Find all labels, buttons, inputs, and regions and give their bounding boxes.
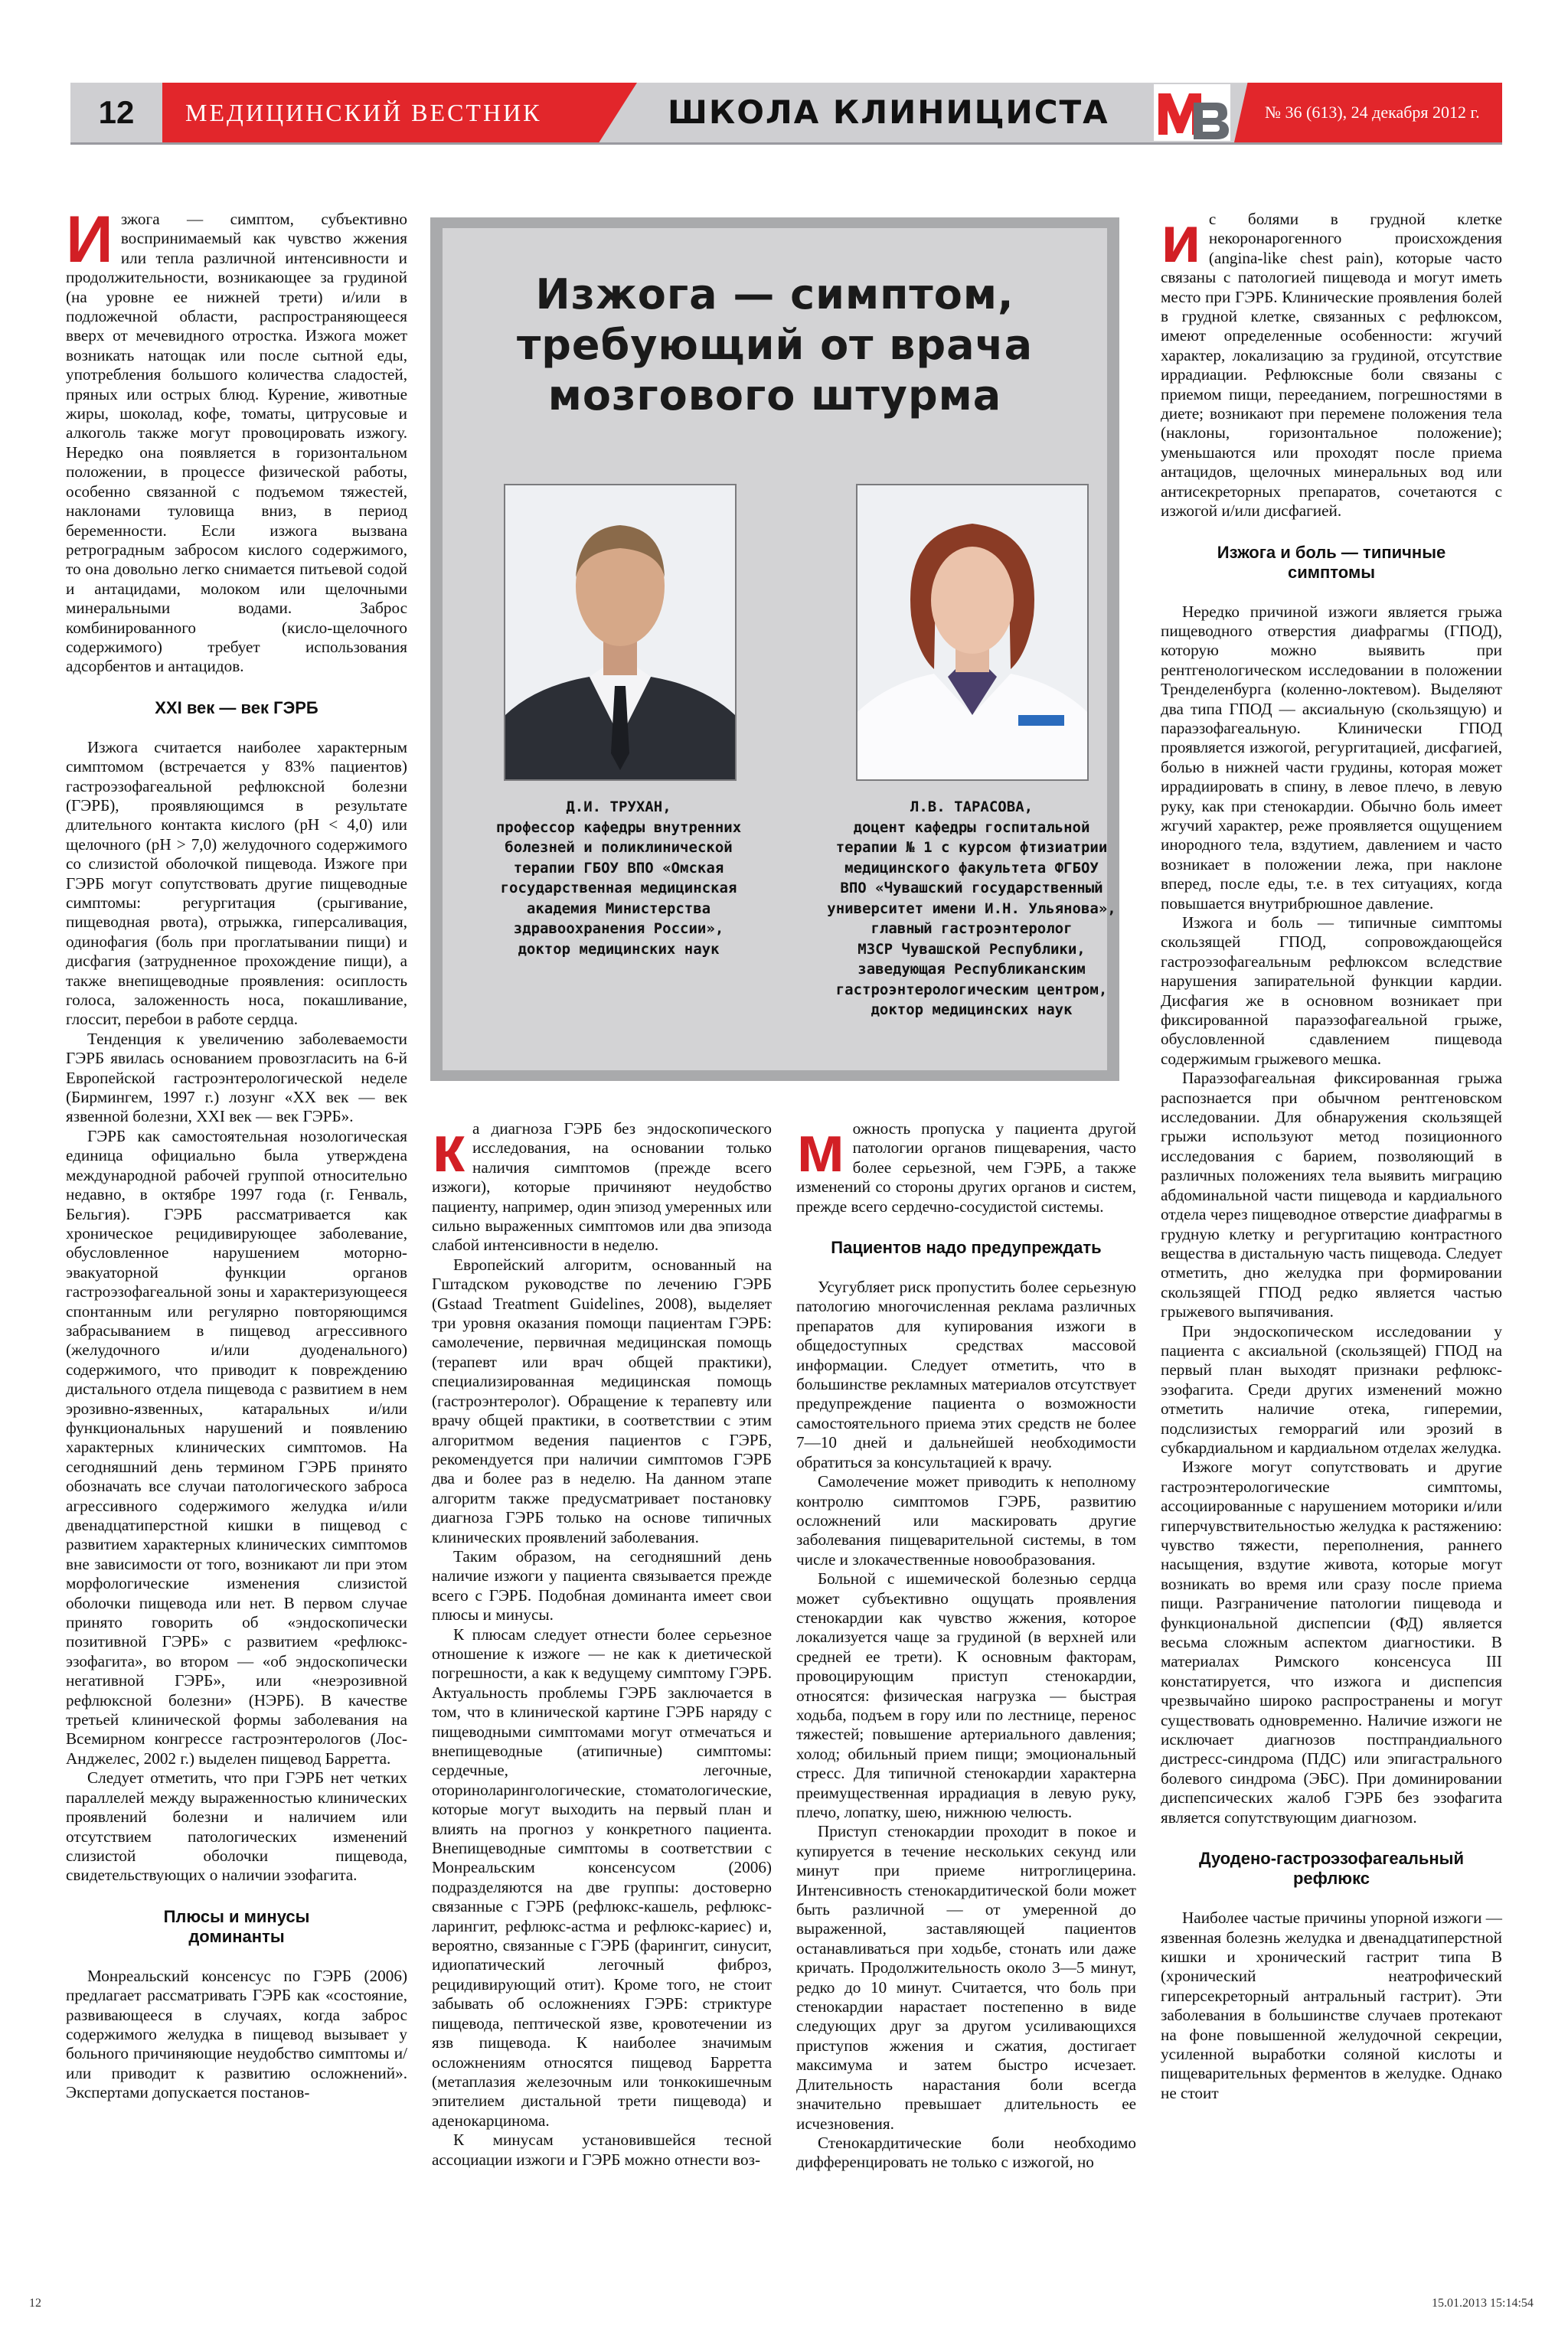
subheading-heartburn-pain: Изжога и боль — типичные симптомы <box>1217 542 1446 582</box>
issue-info: № 36 (613), 24 декабря 2012 г. <box>1265 103 1480 122</box>
publication-name: МЕДИЦИНСКИЙ ВЕСТНИК <box>185 99 542 126</box>
paragraph: Изжога и боль — типичные симптомы скользящей ГПОД, сопровождающейся гастроэзофагеальным рефлюксом вследствие нарушения запирательной функции кардии. Дисфагия же в основном возникает при фиксированной параэзофагеальной грыже, обусловленной сдавлением пищевода содержимым грыжевого мешка. <box>1161 913 1502 1068</box>
paragraph: К минусам установившейся тесной ассоциации изжоги и ГЭРБ можно отнести воз- <box>432 2131 772 2169</box>
paragraph: ГЭРБ как самостоятельная нозологическая единица официально была утверждена международной рабочей группой относительно недавно, в октябре 1997 года (г. Генваль, Бельгия). ГЭРБ рассматривается как хроническое рецидивирующее заболевание, обусловленное нарушением моторно-эвакуаторной функции органов гастроэзофагеальной зоны и характеризующееся спонтанным или регулярно повторяющимся забрасыванием в пищевод агрессивного (желудочного и/или дуоденального) содержимого, что приводит к повреждению дистального отдела пищевода с развитием в нем эрозивно-язвенных, катаральных и/или функциональных нарушений и появлению характерных клинических симптомов. На сегодняшний день термином ГЭРБ принято обозначать все случаи патологического заброса агрессивного содержимого желудка и/или двенадцатиперстной кишки в пищевод с развитием характерных клинических симптомов вне зависимости от того, возникают ли при этом морфологические изменения слизистой оболочки пищевода или нет. В первом случае принято говорить об «эндоскопически позитивной ГЭРБ» с развитием «рефлюкс-эзофагита», во втором — «об эндоскопически негативной ГЭРБ», или «неэрозивной рефлюксной болезни» (НЭРБ). В качестве третьей клинической формы заболевания на Всемирном конгрессе гастроэнтерологов (Лос-Анджелес, 2002 г.) выделен пищевод Барретта. <box>66 1126 407 1768</box>
article-column-1 <box>66 203 407 2103</box>
subheading-warn-patients: Пациентов надо предупреждать <box>831 1238 1102 1258</box>
paragraph: можность пропуска у пациента другой патологии органов пищеварения, часто более серьезной, чем ГЭРБ, а также изменений со стороны других органов и систем, прежде всего сердечно-сосудистой системы. <box>796 1112 1136 1216</box>
paragraph: Приступ стенокардии проходит в покое и купируется в течение нескольких секунд или минут при приеме нитроглицерина. Интенсивность стенокардитической боли может быть различной — от умеренной до выраженной, заставляющей пациентов останавливаться при ходьбе, стонать или даже кричать. Продолжительность около 3—5 минут, редко до 10 минут. Считается, что боль при стенокардии нарастает постепенно в виде следующих друг за другом усиливающихся приступов жжения и сжатия, достигает максимума и затем быстро исчезает. Длительность нарастания боли всегда значительно превышает длительность ее исчезновения. <box>796 1822 1136 2133</box>
subheading-gerd-century: XXI век — век ГЭРБ <box>155 697 318 717</box>
paragraph: При эндоскопическом исследовании у пациента с аксиальной (скользящей) ГПОД на первый план выходят признаки рефлюкс-эзофагита. Среди других изменений можно отметить наличие отека, гиперемии, подслизистых геморрагий или эрозий в субкардиальном и кардиальном отделах желудка. <box>1161 1321 1502 1457</box>
paragraph: Самолечение может приводить к неполному контролю симптомов ГЭРБ, развитию осложнений или маскировать другие заболевания пищеварительной системы, в том числе и злокачественные новообразования. <box>796 1472 1136 1569</box>
article-column-2 <box>432 1112 772 2170</box>
feature-box <box>430 217 1119 1081</box>
article-column-3 <box>796 1112 1136 2173</box>
paragraph: Монреальский консенсус по ГЭРБ (2006) предлагает рассматривать ГЭРБ как «состояние, развивающееся в случаях, когда заброс содержимого желудка в пищевод вызывает у больного причиняющие неудобство симптомы и/или приводит к развитию осложнений». Экспертами допускается постанов- <box>66 1966 407 2102</box>
paragraph: ка диагноза ГЭРБ без эндоскопического исследования, на основании только наличия симптомов (прежде всего изжоги), которые причиняют неудобство пациенту, например, один эпизод умеренных или сильно выраженных симптомов или два эпизода слабой интенсивности в неделю. <box>432 1112 772 1255</box>
author1-photo <box>504 484 737 781</box>
publication-logo <box>1154 84 1230 141</box>
paragraph: Изжога считается наиболее характерным симптомом (встречается у 83% пациентов) гастроэзофагеальной рефлюксной болезни (ГЭРБ), проявляющимся в результате длительного контакта кислого (рН < 4,0) или щелочного (рН > 7,0) желудочного содержимого со слизистой оболочкой пищевода. Изжоге при ГЭРБ могут сопутствовать другие пищеводные симптомы: регургитация (срыгивание, пищеводная рвота), отрыжка, гиперсаливация, одинофагия (боль при проглатывании пищи) и дисфагия (затрудненное прохождение пищи), а также внепищеводные проявления: осиплость голоса, заложенность носа, покашливание, глоссит, перебои в работе сердца. <box>66 737 407 1029</box>
author2-caption: Л.В. ТАРАСОВА, доцент кафедры госпитальной терапии № 1 с курсом фтизиатрии медицинского факультета ФГБОУ ВПО «Чувашский государственный университет имени И.Н. Ульянова», главный гастроэнтеролог МЗСР Чувашской Республики, заведующая Республиканским гастроэнтерологическим центром, доктор медицинских наук <box>815 797 1129 1020</box>
subheading-pros-cons: Плюсы и минусы доминанты <box>163 1906 310 1946</box>
paragraph: К плюсам следует отнести более серьезное отношение к изжоге — не как к диетической погрешности, а как к ведущему симптому ГЭРБ. Актуальность проблемы ГЭРБ заключается в том, что в клинической картине ГЭРБ наряду с пищеводными симптомами могут отмечаться и внепищеводные (атипичные) симптомы: сердечные, легочные, оториноларингологические, стоматологические, которые могут выходить на первый план и влиять на прогноз у конкретного пациента. Внепищеводные симптомы в соответствии с Монреальским консенсусом (2006) подразделяются на две группы: достоверно связанные с ГЭРБ (рефлюкс-кашель, рефлюкс-ларингит, рефлюкс-астма и рефлюкс-кариес) и, вероятно, связанные с ГЭРБ (фарингит, синусит, идиопатический легочный фиброз, рецидивирующий отит). Кроме того, не стоит забывать об осложнениях ГЭРБ: стриктуре пищевода, пептической язве, кровотечении из язв пищевода. К наиболее значимым осложнениям относятся пищевод Барретта (метаплазия железочным или тонкокишечным эпителием дистальной трети пищевода) и аденокарцинома. <box>432 1625 772 2130</box>
author1-caption: Д.И. ТРУХАН, профессор кафедры внутренних болезней и поликлинической терапии ГБОУ ВПО «Омская государственная медицинская академия Министерства здравоохранения России», доктор медицинских наук <box>466 797 772 959</box>
article-lead-paragraph: Изжога — симптом, субъективно воспринимаемый как чувство жжения или тепла различной интенсивности и продолжительности, возникающее за грудиной (на уровне ее нижней трети) и/или в подложечной области, распространяющееся вверх от мечевидного отростка. Изжога может возникать натощак или после сытной еды, употребления большого количества сладостей, пряных или острых блюд. Курение, животные жиры, шоколад, кофе, томаты, цитрусовые и алкоголь также могут провоцировать изжогу. Нередко она появляется в горизонтальном положении, в процессе физической работы, особенно связанной с подъемом тяжестей, наклонами туловища вниз, в период беременности. Если изжога вызвана ретроградным забросом кислого содержимого, то она довольно легко снимается питьевой содой и антацидами, молоком или щелочными минеральными водами. Заброс комбинированного (кисло-щелочного содержимого) требует использования адсорбентов и антацидов. <box>66 203 407 676</box>
paragraph: Тенденция к увеличению заболеваемости ГЭРБ явилась основанием провозгласить на 6-й Европейской гастроэнтерологической неделе (Бирмингем, 1997 г.) лозунг «XX век — век язвенной болезни, XXI век — век ГЭРБ». <box>66 1029 407 1126</box>
section-title: ШКОЛА КЛИНИЦИСТА <box>668 93 1109 131</box>
subheading-duodeno-reflux: Дуодено-гастроэзофагеальный рефлюкс <box>1199 1849 1464 1889</box>
paragraph: Усугубляет риск пропустить более серьезную патологию многочисленная реклама различных препаратов для купирования изжоги в общедоступных средствах массовой информации. Следует отметить, что в большинстве рекламных материалов отсутствует предупреждение пациента о возможности самостоятельного приема этих средств не более 7—10 дней и дальнейшей необходимости обратиться за консультацией к врачу. <box>796 1278 1136 1471</box>
article-headline: Изжога — симптом, требующий от врача мозгового штурма <box>516 270 1034 420</box>
paragraph: Таким образом, на сегодняшний день наличие изжоги у пациента связывается прежде всего с ГЭРБ. Подобная доминанта имеет свои плюсы и минусы. <box>432 1546 772 1625</box>
author1-name: Д.И. ТРУХАН, <box>566 798 671 815</box>
paragraph: Изжоге могут сопутствовать и другие гастроэнтерологические симптомы, ассоциированные с нарушением моторики и/или гиперчувствительностью желудка к растяжению: чувство тяжести, переполнения, раннего насыщения, вздутие живота, которые могут возникать во время или сразу после приема пищи. Разграничение патологии пищевода и функциональной диспепсии (ФД) является весьма сложным аспектом диагностики. В материалах Римского консенсуса III констатируется, что изжога и диспепсия чрезвычайно широко распространены и могут существовать одновременно. Наличие изжоги не исключает диагнозов постпрандиального дистресс-синдрома (ПДС) или эпигастрального болевого синдрома (ЭБС). При доминировании диспепсических жалоб ГЭРБ без эзофагита является сопутствующим диагнозом. <box>1161 1458 1502 1827</box>
footer-timestamp: 15.01.2013 15:14:54 <box>1432 2297 1534 2310</box>
author2-name: Л.В. ТАРАСОВА, <box>910 798 1034 815</box>
article-column-4 <box>1161 203 1502 2103</box>
paragraph: Нередко причиной изжоги является грыжа пищеводного отверстия диафрагмы (ГПОД), которую можно выявить при рентгенологическом исследовании в положении Тренделенбурга (коленно-локтевом). Выделяют два типа ГПОД — аксиальную (скользящую) и параэзофагеальную. Клинически ГПОД проявляется изжогой, регургитацией, дисфагией, болью в нижней части грудины, которая может иррадиировать в спину, в левое плечо, в левую руку, как при стенокардии. Обычно боль имеет жгучий характер, реже проявляется ощущением инородного тела, вздутием, давлением и часто возникает в положении лежа, при наклоне вперед, после еды, т.е. в тех ситуациях, когда повышается внутрибрюшное давление. <box>1161 602 1502 913</box>
paragraph: Следует отметить, что при ГЭРБ нет четких параллелей между выраженностью клинических проявлений болезни и наличием или отсутствием патологических изменений слизистой оболочки пищевода, свидетельствующих о наличии эзофагита. <box>66 1768 407 1885</box>
paragraph: ис болями в грудной клетке некоронарогенного происхождения (angina-like chest pain), которые часто связаны с патологией пищевода и могут иметь место при ГЭРБ. Клинические проявления болей в грудной клетке, связанных с рефлюксом, имеют определенные особенности: жгучий характер, локализацию за грудиной, отсутствие иррадиации. Рефлюксные боли связаны с приемом пищи, перееданием, погрешностями в диете; возникают при перемене положения тела (наклоны, горизонтальное положение); уменьшаются или проходят после приема антацидов, щелочных минеральных вод или антисекреторных препаратов, сочетаются с изжогой и/или дисфагией. <box>1161 203 1502 521</box>
author2-photo <box>856 484 1089 781</box>
feature-box-inner <box>443 228 1116 1070</box>
footer-page-number: 12 <box>29 2297 41 2310</box>
paragraph: Наиболее частые причины упорной изжоги — язвенная болезнь желудка и двенадцатиперстной кишки и хронический гастрит типа В (хронический неатрофический гиперсекреторный антральный гастрит). Эти заболевания в большинстве случаев протекают на фоне повышенной желудочной секреции, усиленной выработки соляной кислоты и пищеварительных ферментов в желудке. Однако не стоит <box>1161 1909 1502 2102</box>
page-number: 12 <box>70 83 162 142</box>
page-header <box>70 83 1502 145</box>
paragraph: Параэзофагеальная фиксированная грыжа распознается при обычном рентгеновском исследовании. Для обнаружения скользящей грыжи используют метод позиционного исследования с барием, позволяющий в различных положениях тела выявить миграцию абдоминальной части пищевода и кардиального отдела через пищеводное отверстие диафрагмы в грудную клетку и регургитацию контрастного вещества в дистальную часть пищевода. Следует отметить, дно желудка при формировании скользящей ГПОД редко является частью грыжевого выпячивания. <box>1161 1069 1502 1321</box>
paragraph: Стенокардитические боли необходимо дифференцировать не только с изжогой, но <box>796 2133 1136 2172</box>
paragraph: Европейский алгоритм, основанный на Гштадском руководстве по лечению ГЭРБ (Gstaad Treatment Guidelines, 2008), выделяет три уровня оказания помощи пациентам ГЭРБ: самолечение, первичная медицинская помощь (терапевт или врач общей практики), специализированная медицинская помощь (гастроэнтеролог). Обращение к терапевту или врачу общей практики, в соответствии с этим алгоритмом ведения пациентов с ГЭРБ, рекомендуется при наличии симптомов ГЭРБ два и более раз в неделю. На данном этапе алгоритм также предусматривает постановку диагноза ГЭРБ только на основе типичных клинических проявлений заболевания. <box>432 1255 772 1546</box>
paragraph: Больной с ишемической болезнью сердца может субъективно ощущать проявления стенокардии как чувство жжения, которое локализуется чаще за грудиной (в верхней или средней ее трети). К основным факторам, провоцирующим приступ стенокардии, относятся: физическая нагрузка — быстрая ходьба, подъем в гору или по лестнице, перенос тяжестей; повышение артериального давления; холод; обильный прием пищи; эмоциональный стресс. Для типичной стенокардии характерна преимущественная иррадиация в левую руку, плечо, лопатку, шею, нижнюю челюсть. <box>796 1569 1136 1821</box>
